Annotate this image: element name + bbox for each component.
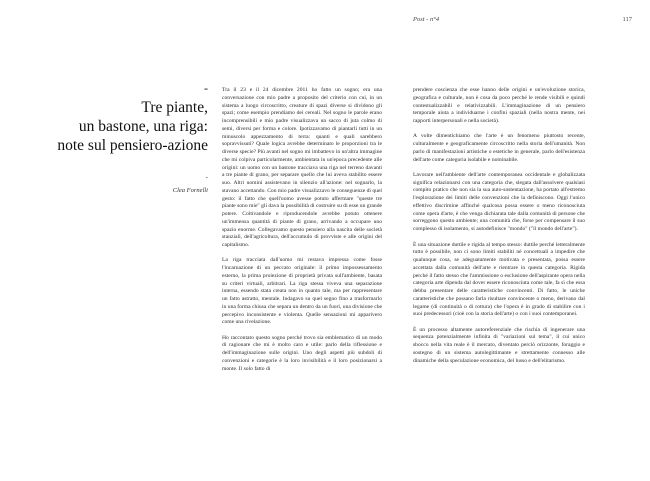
page-header [0, 16, 650, 30]
body-column-middle [222, 87, 382, 381]
body-column-right [413, 87, 585, 373]
middle-paragraph-3: Ho raccontato questo sogno perché trovo sia emblematico di un modo di ragionare che mi è molto caro e utile: parlo della riflessione e dell'immaginazione sulle origini. Uno degli aspetti più subdoli di convenzioni e categorie è la loro invisibilità e il loro posizionarsi a monte. Il solo fatto di [222, 334, 382, 372]
middle-paragraph-2: La riga tracciata dall'uomo mi restava impressa come fosse l'incarnazione di un peccato originale: il primo impossessamento esterno, la prima proiezione di proprietà privata sull'ambiente, basata su criteri virtuali, arbitrari. La riga stessa viveva una separazione interna, essendo stata creata non in quanto tale, ma per rappresentare un fatto astratto, mentale. Indagavo su quel segno fino a trasformarlo in una forma chiusa che separa un dentro da un fuori, una divisione che percepivo inconsistente e violenta. Quelle sensazioni mi apparivero come una rivelazione. [222, 257, 382, 326]
article-title-block [40, 82, 208, 194]
title-dash-top: - [204, 81, 208, 95]
running-head: Post - n°4 [413, 16, 440, 23]
article-title-line-1: Tre piante, [141, 99, 208, 116]
right-paragraph-1: prendere coscienza che esse hanno delle origini e un'evoluzione storica, geografica e culturale, non è cosa da poco perché le rende visibili e quindi contestualizzabili e relativizzabili. L'immaginazione di un pensiero temporale aiuta a individuarne i confini spaziali (nella nostra mente, nei rapporti interpersonali e nella società). [413, 87, 585, 124]
article-author: Clea Fornelli [172, 187, 208, 194]
right-paragraph-5: È un processo altamente autoreferenziale che rischia di ingenerare una sequenza potenzialmente infinita di "variazioni sul tema", il cui unico sbocco nella vita reale è il mercato, diventato perciò orizzonte, foraggio e sostegno di un sistema autolegittimante e strettamente connesso alle dinamiche della speculazione economica, del lusso e dell'elitarismo. [413, 326, 585, 364]
article-title-line-3: note sul pensiero-azione [57, 137, 208, 154]
title-dash-bottom: - [205, 173, 208, 181]
right-paragraph-4: È una situazione duttile e rigida al tempo stesso: duttile perché letteralmente tutto è possibile, non ci sono limiti stabiliti né concettuali a impedire che qualunque cosa, se adeguatamente motivata e presentata, possa essere accettata dalla comunità dell'arte e rientrare in questa categoria. Rigida perché il fatto stesso che l'ammissione o esclusione dell'aspirante opera nella categoria arte dipenda dal dover essere riconosciuta come tale, fa sì che essa debba presentare delle caratteristiche convincenti. Di fatto, le uniche caratteristiche che possano farla risultare convincente o meno, derivano dal legame (di continuità o di rottura) che l'opera è in grado di stabilire con i suoi predecessori (cioè con la storia dell'arte) o con i suoi contemporanei. [413, 241, 585, 318]
middle-paragraph-1: Tra il 23 e il 24 dicembre 2011 ho fatto un sogno; era una conversazione con mio padre a proposito del criterio con cui, in un sistema a luogo circoscritto, creature di spazi diverse si dividono gli spazi; come esempio prendiamo dei cereali. Nel sogno le parole erano incomprensibili e mio padre visualizzava un sacco di juta colmo di semi, diversi per forma e colore. Ipotizzavamo di piantarli tutti in un minuscolo appezzamento di terra: quanti e quali sarebbero sopravvissuti? Quale logica avrebbe determinato le proporzioni tra le diverse specie? Più avanti nel sogno mi imbattevo in un'altra immagine che mi colpiva particolarmente, ambientata in un'epoca precedente alle origini: un uomo con un bastone tracciava una riga nel terreno davanti a tre piante di grano, per separare quello che lui aveva stabilito essere suo. Altri uomini assistevano in silenzio all'azione: nel sognarlo, la stavano accettando. Con mio padre visualizzavo le conseguenze di quel gesto: il fatto che quell'uomo avesse potuto affermare "queste tre piante sono mie" gli dava la possibilità di costruire su di esse un grande potere. Coltivandole e riproducendole avrebbe potuto ottenere un'immensa quantità di piante di grano, arrivando a occupare uno spazio enorme. Collegavamo questo pensiero alla nascita delle società stanziali, dell'agricoltura, dell'accumulo di provviste e alle origini del capitalismo. [222, 87, 382, 248]
right-paragraph-2: A volte dimentichiamo che l'arte è un fenomeno piuttosto recente, culturalmente e geograficamente circoscritto nella storia dell'umanità. Non parlo di manifestazioni artistiche o estetiche in generale, parlo dell'esistenza dell'arte come categoria isolabile e nominabile. [413, 133, 585, 163]
article-title-line-2: un bastone, una riga: [78, 118, 208, 135]
page-number: 117 [622, 16, 632, 23]
right-paragraph-3: Lavorare nell'ambiente dell'arte contemporanea occidentale e globalizzata significa relazionarsi con una categoria che, slegata dall'assolvere qualsiasi compito pratico che non sia la sua auto-sostentazione, ha portato all'estremo l'esplorazione dei limiti delle convenzioni che la definiscono. Oggi l'unico effettivo discrimine affinché qualcosa possa essere o meno riconosciuta come opera d'arte, è che venga dichiarata tale dalla comunità di persone che sorreggono questo ambiente; una comunità che, forse per compensare il suo complesso di isolamento, si autodefinisce "mondo" ("il mondo dell'arte"). [413, 171, 585, 233]
